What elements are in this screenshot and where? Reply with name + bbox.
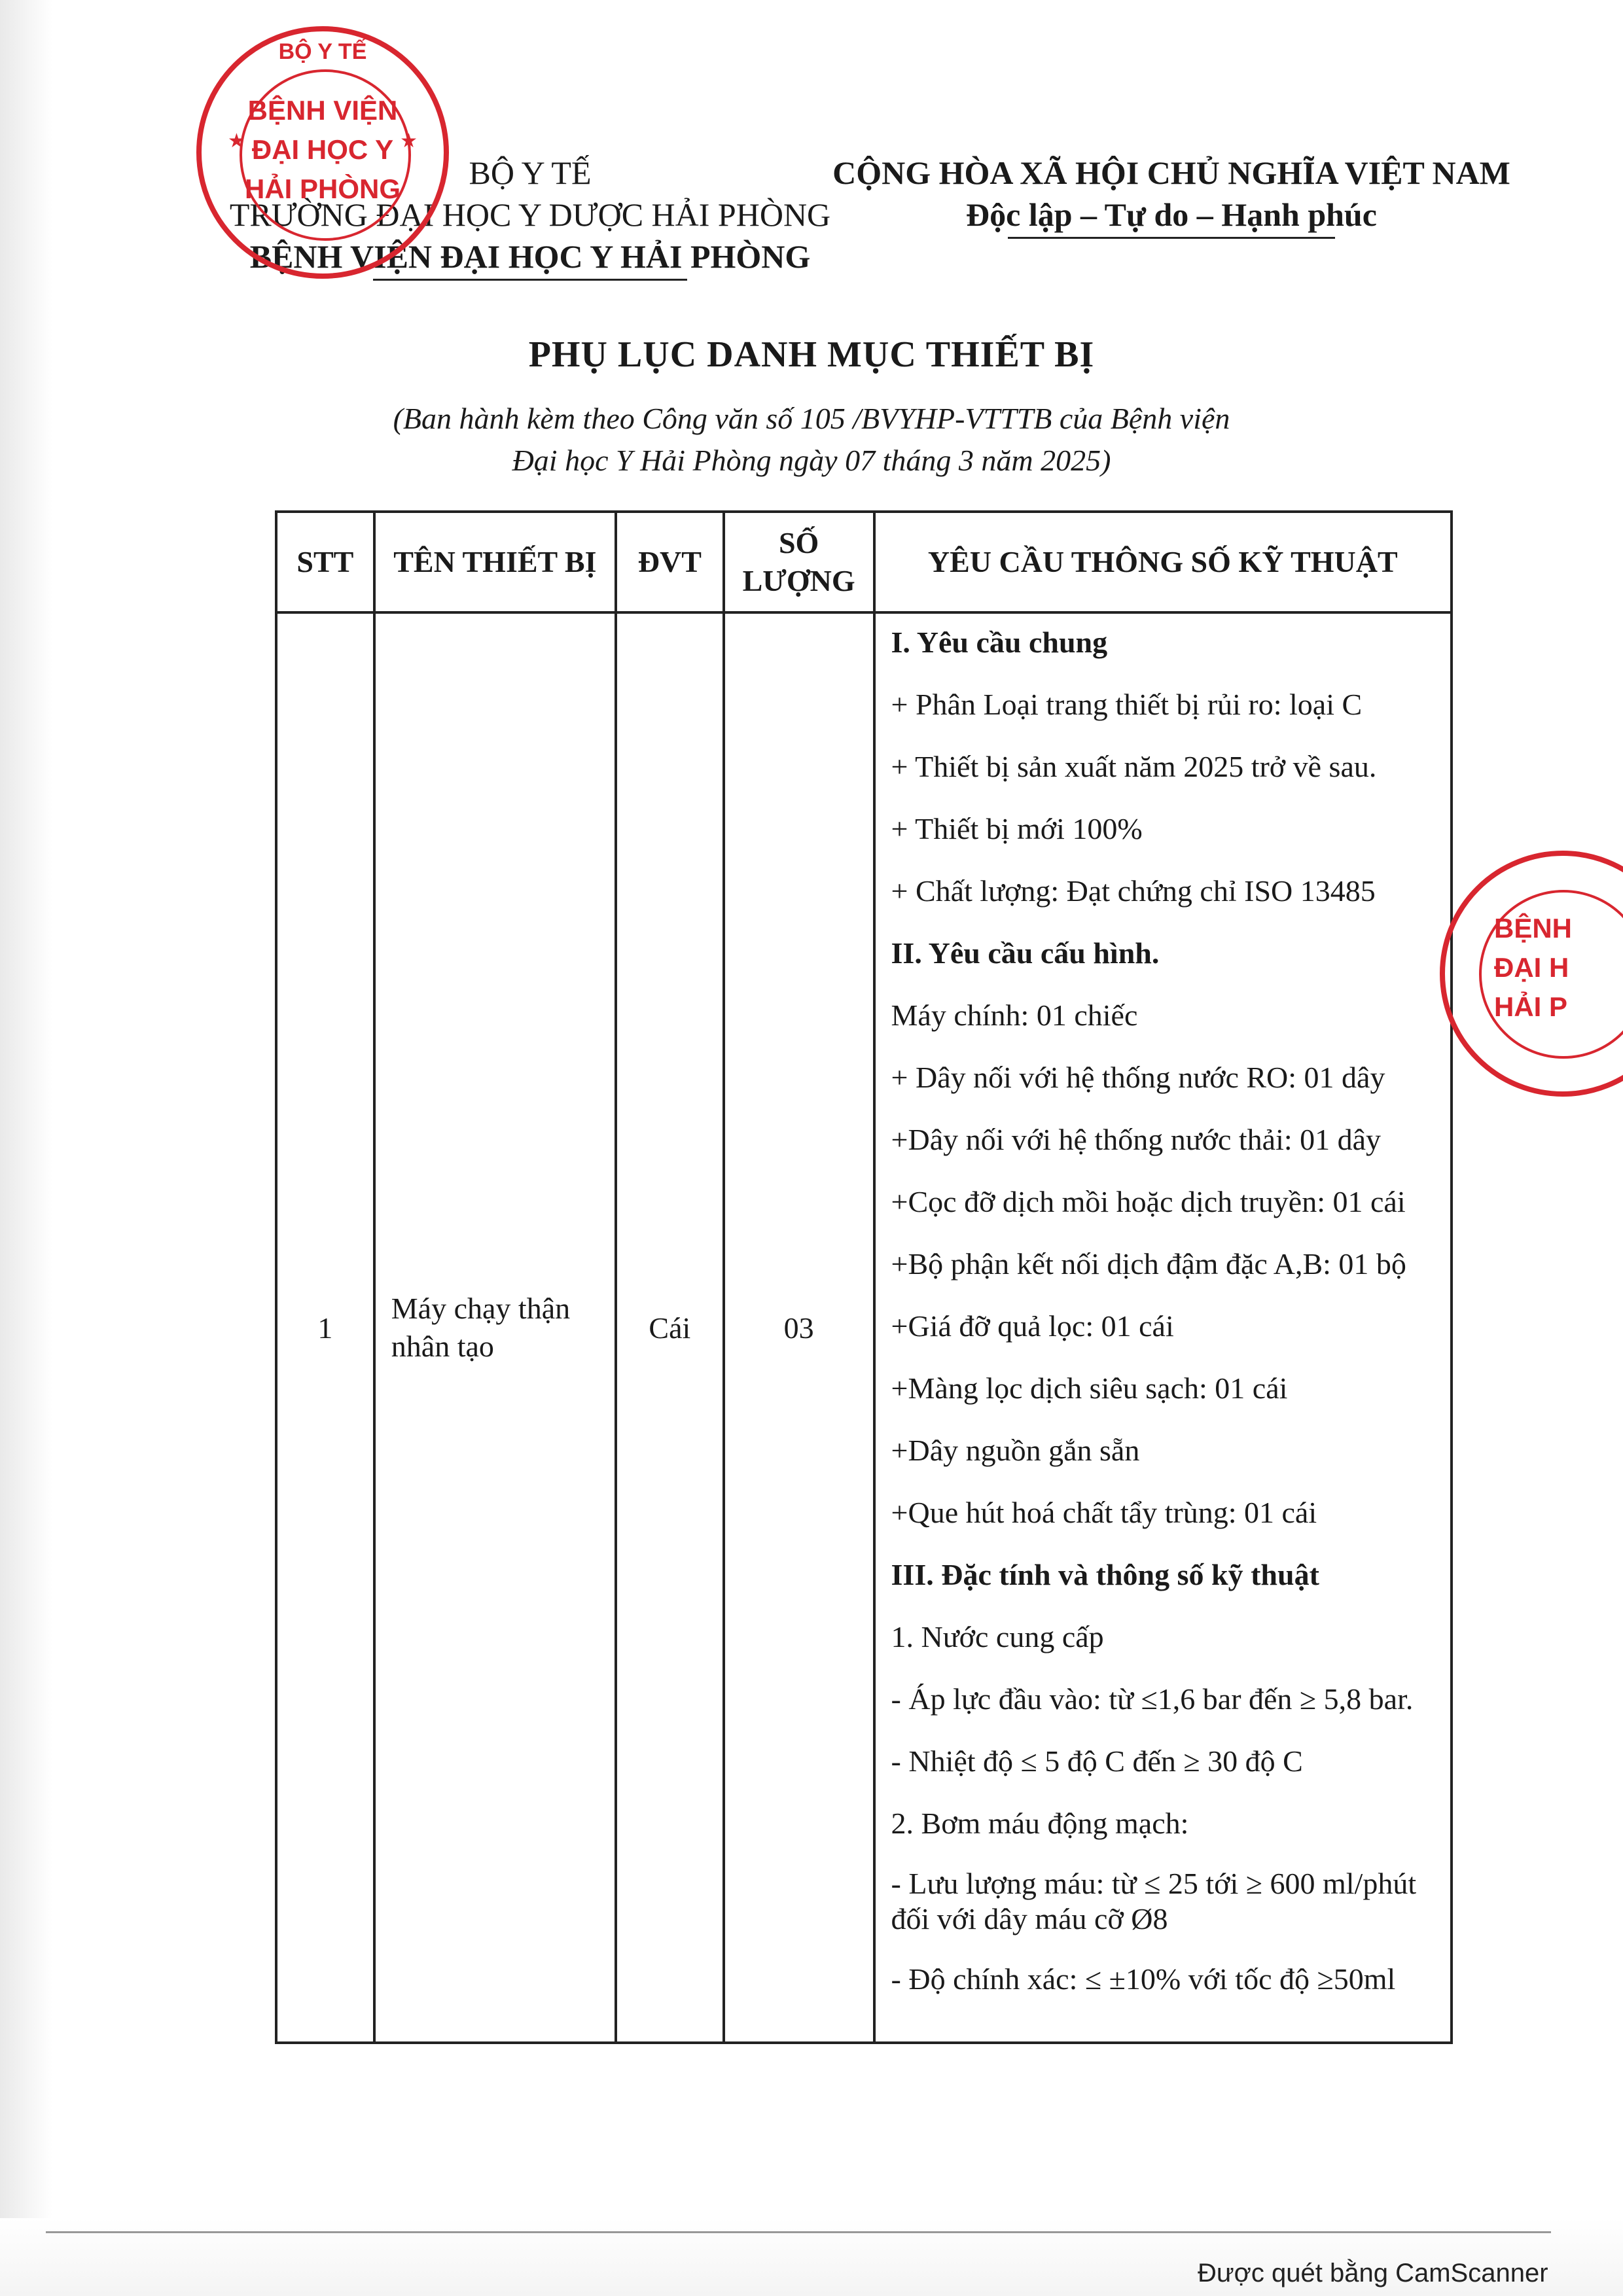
row-unit: Cái xyxy=(616,612,724,2043)
table-header-row xyxy=(276,512,1452,612)
spec-item: + Dây nối với hệ thống nước RO: 01 dây xyxy=(891,1061,1385,1094)
motto-underline xyxy=(1008,237,1335,239)
document-subtitle xyxy=(327,398,1296,482)
org-underline xyxy=(373,279,687,281)
spec-item: Máy chính: 01 chiếc xyxy=(891,998,1138,1032)
spec-item: +Màng lọc dịch siêu sạch: 01 cái xyxy=(891,1371,1288,1405)
star-icon: ★ xyxy=(228,130,245,152)
spec-item: + Phân Loại trang thiết bị rủi ro: loại C xyxy=(891,688,1363,721)
spec-section-heading: II. Yêu cầu cấu hình. xyxy=(891,936,1160,970)
partial-seal-line-2: ĐẠI H xyxy=(1494,952,1569,983)
partial-seal-line-3: HẢI P xyxy=(1494,991,1568,1022)
motto-line: Độc lập – Tự do – Hạnh phúc xyxy=(966,196,1377,233)
national-motto xyxy=(825,152,1518,239)
scanner-watermark: Được quét bằng CamScanner xyxy=(1198,2259,1548,2287)
university-line: TRƯỜNG ĐẠI HỌC Y DƯỢC HẢI PHÒNG xyxy=(229,196,831,233)
ministry-line: BỘ Y TẾ xyxy=(469,154,592,191)
row-spec-cell xyxy=(874,612,1452,2043)
subtitle-line-2: Đại học Y Hải Phòng ngày 07 tháng 3 năm 2025) xyxy=(512,444,1111,477)
header-quantity: SỐ LƯỢNG xyxy=(724,512,874,612)
partial-seal-line-1: BỆNH xyxy=(1494,913,1573,944)
spec-item: +Cọc đỡ dịch mồi hoặc dịch truyền: 01 cái xyxy=(891,1185,1406,1218)
spec-item: - Áp lực đầu vào: từ ≤1,6 bar đến ≥ 5,8 bar. xyxy=(891,1682,1414,1716)
spec-item: +Giá đỡ quả lọc: 01 cái xyxy=(891,1309,1174,1343)
seal-top-text: BỘ Y TẾ xyxy=(278,39,367,64)
spec-item: 2. Bơm máu động mạch: xyxy=(891,1807,1189,1840)
official-seal-stamp xyxy=(196,26,449,279)
row-quantity: 03 xyxy=(724,612,874,2043)
spec-item: + Thiết bị sản xuất năm 2025 trở về sau. xyxy=(891,750,1377,783)
spec-item: + Thiết bị mới 100% xyxy=(891,812,1143,845)
spec-section-heading: III. Đặc tính và thông số kỹ thuật xyxy=(891,1558,1319,1591)
header-unit: ĐVT xyxy=(616,512,724,612)
equipment-table xyxy=(275,510,1453,2044)
seal-center-line-1: BỆNH VIỆN xyxy=(247,95,398,126)
partial-seal-stamp xyxy=(1440,851,1623,1097)
seal-center-line-2: ĐẠI HỌC Y xyxy=(251,134,394,165)
star-icon: ★ xyxy=(400,130,418,152)
hospital-line: BỆNH VIỆN ĐẠI HỌC Y HẢI PHÒNG xyxy=(249,238,811,275)
spec-item: +Dây nối với hệ thống nước thải: 01 dây xyxy=(891,1123,1382,1156)
spec-item: + Chất lượng: Đạt chứng chỉ ISO 13485 xyxy=(891,874,1376,908)
spec-item: - Độ chính xác: ≤ ±10% với tốc độ ≥50ml xyxy=(891,1962,1396,1996)
spec-item: +Dây nguồn gắn sẵn xyxy=(891,1434,1140,1467)
spec-item: - Lưu lượng máu: từ ≤ 25 tới ≥ 600 ml/phút đối với dây máu cỡ Ø8 xyxy=(891,1867,1417,1935)
country-name: CỘNG HÒA XÃ HỘI CHỦ NGHĨA VIỆT NAM xyxy=(832,154,1510,191)
document-title: PHỤ LỤC DANH MỤC THIẾT BỊ xyxy=(528,334,1095,375)
spec-item: +Que hút hoá chất tẩy trùng: 01 cái xyxy=(891,1496,1317,1529)
table-row xyxy=(276,612,1452,2043)
scan-edge-line xyxy=(46,2231,1551,2233)
spec-section-heading: I. Yêu cầu chung xyxy=(891,626,1108,659)
header-device-name: TÊN THIẾT BỊ xyxy=(374,512,616,612)
seal-center-line-3: HẢI PHÒNG xyxy=(244,173,401,204)
subtitle-line-1: (Ban hành kèm theo Công văn số 105 /BVYHP-VTTTB của Bệnh viện xyxy=(393,402,1230,435)
spec-list xyxy=(891,623,1437,1999)
row-device-name: Máy chạy thận nhân tạo xyxy=(374,612,616,2043)
header-technical-requirements: YÊU CẦU THÔNG SỐ KỸ THUẬT xyxy=(874,512,1452,612)
header-stt: STT xyxy=(276,512,374,612)
spec-item: 1. Nước cung cấp xyxy=(891,1620,1104,1653)
spec-item: - Nhiệt độ ≤ 5 độ C đến ≥ 30 độ C xyxy=(891,1744,1303,1778)
spec-item: +Bộ phận kết nối dịch đậm đặc A,B: 01 bộ xyxy=(891,1247,1406,1280)
row-stt: 1 xyxy=(276,612,374,2043)
